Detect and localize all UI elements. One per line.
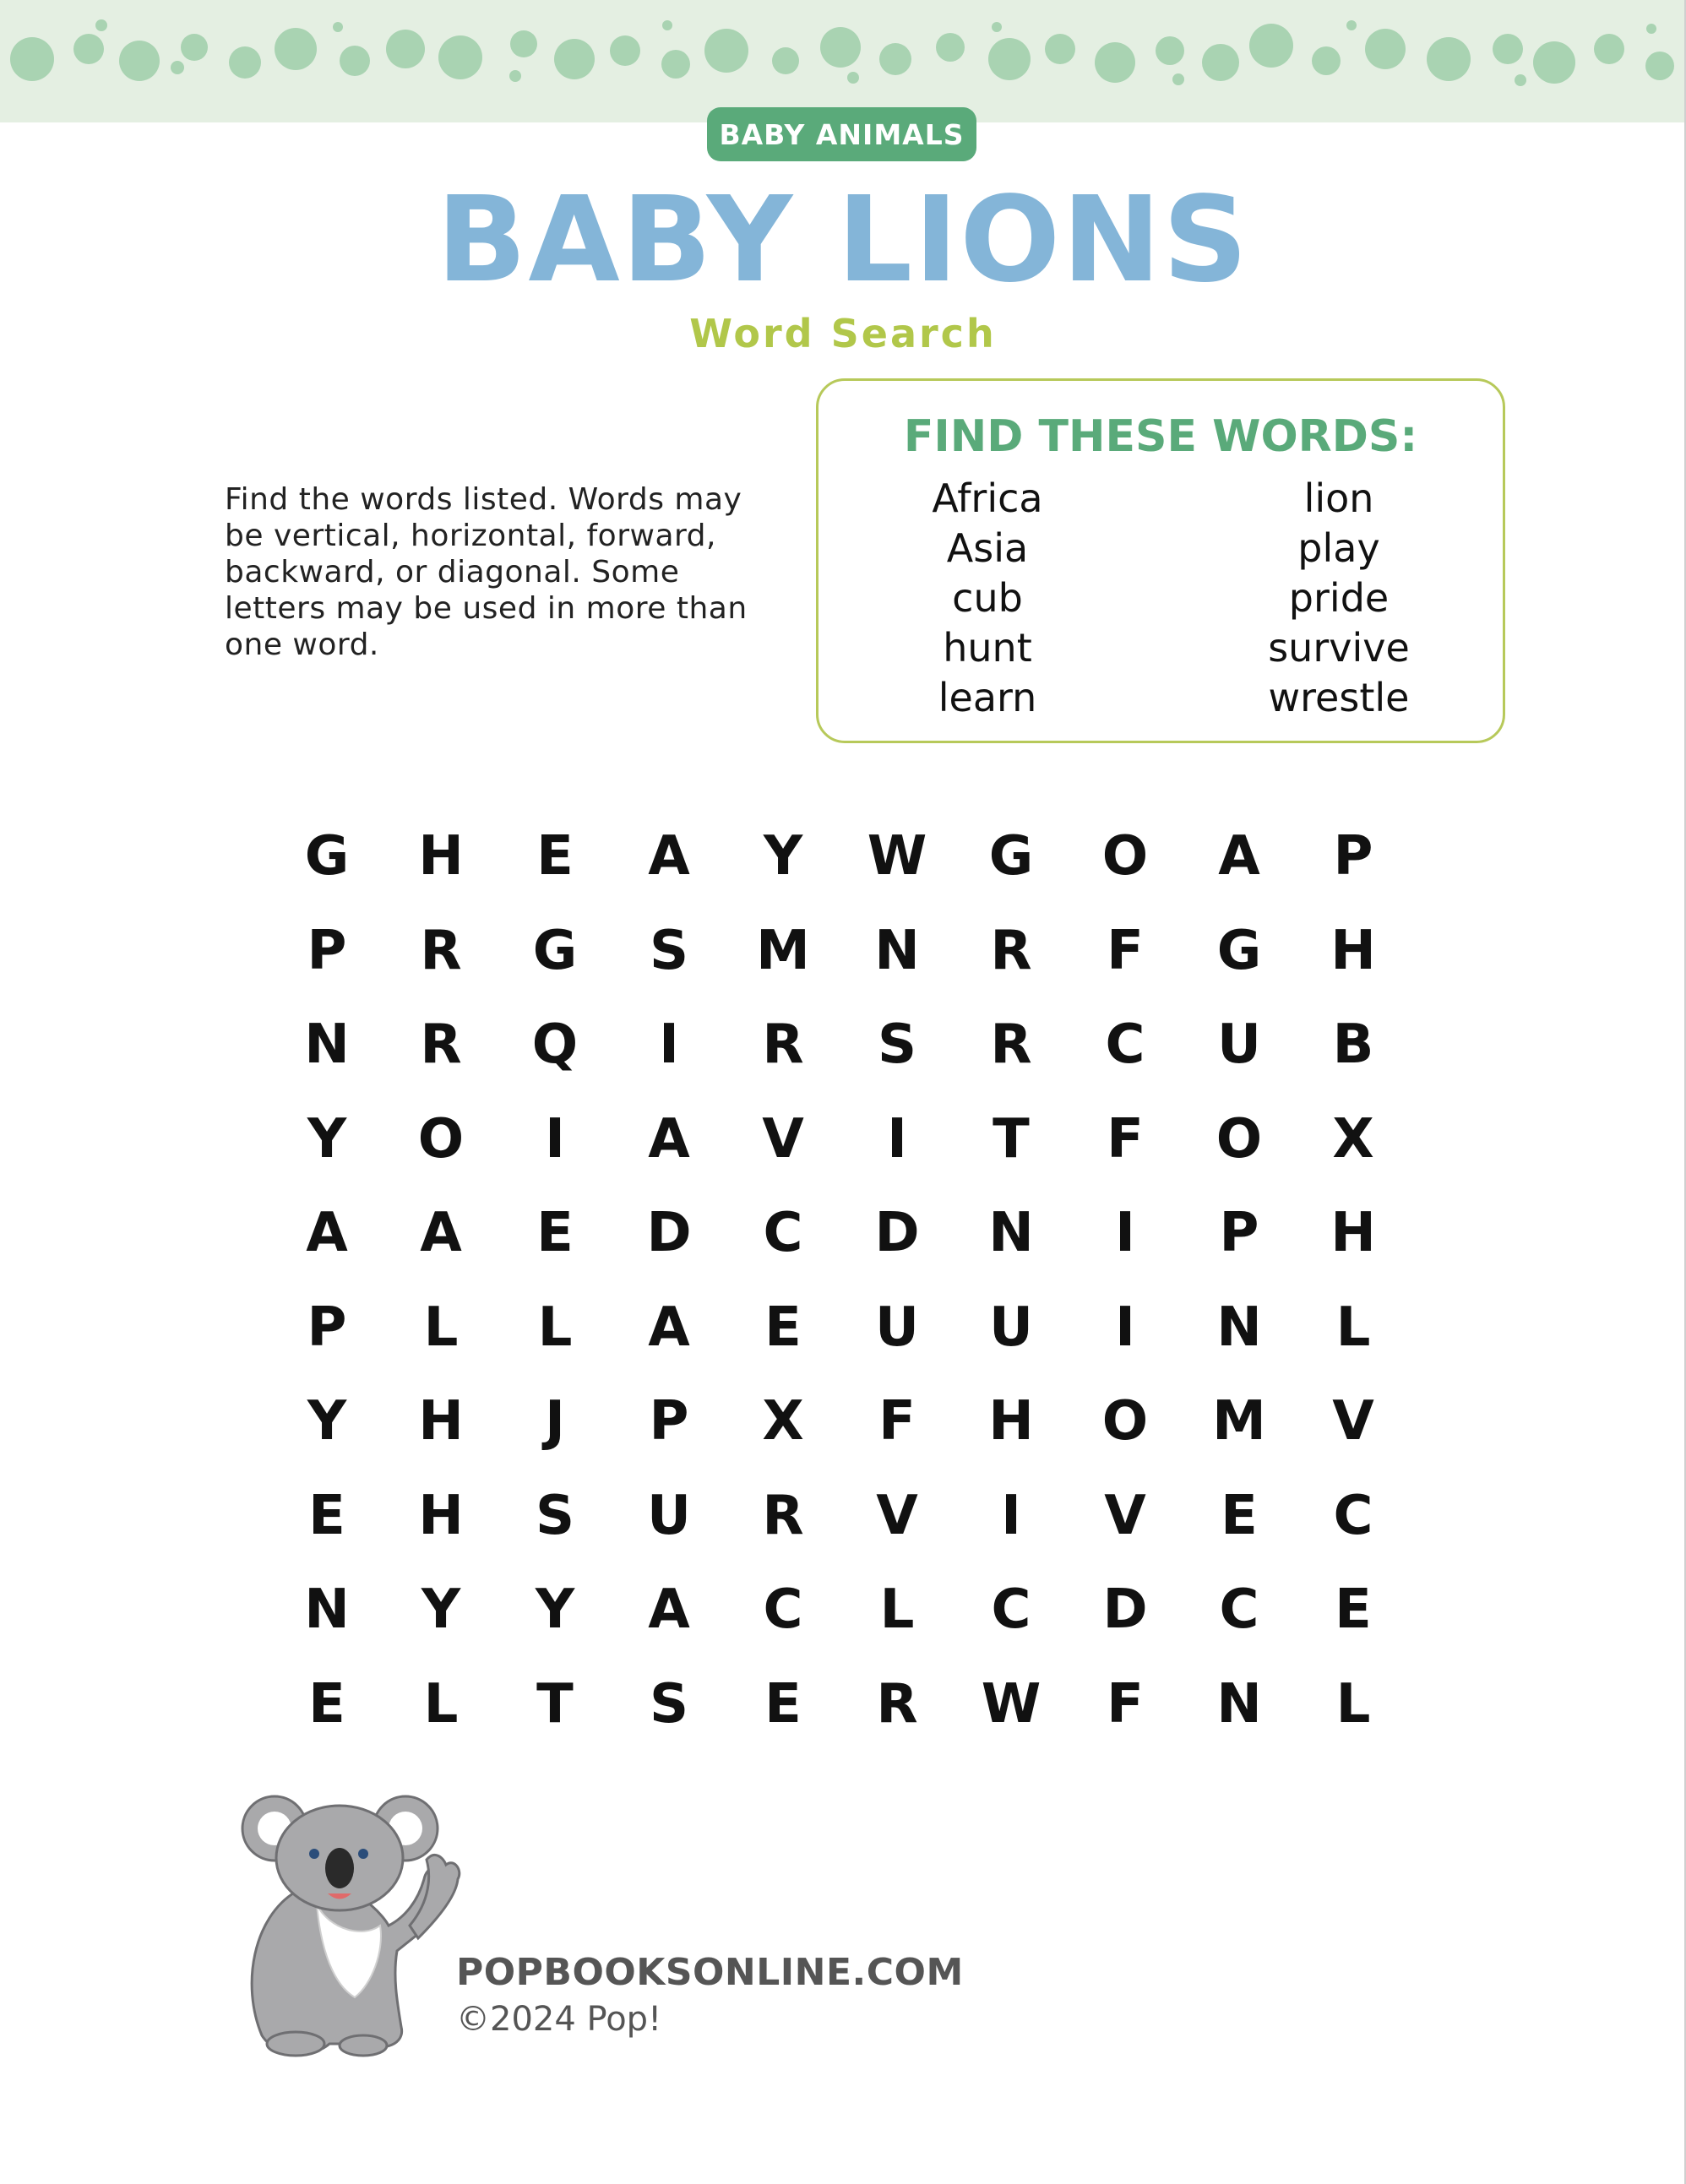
grid-letter: O xyxy=(417,1108,465,1171)
decorative-dot xyxy=(1533,41,1575,84)
grid-letter: E xyxy=(536,1202,574,1264)
word-item: hunt xyxy=(943,625,1032,671)
decorative-dot xyxy=(333,22,343,32)
grid-letter: E xyxy=(764,1673,802,1736)
grid-letter: N xyxy=(988,1202,1034,1264)
grid-letter: V xyxy=(762,1108,804,1171)
decorative-dot xyxy=(1172,73,1184,85)
grid-letter: C xyxy=(1333,1485,1373,1547)
grid-letter: I xyxy=(659,1013,679,1076)
grid-letter: A xyxy=(1218,825,1260,888)
word-item: cub xyxy=(952,575,1023,621)
grid-letter: H xyxy=(418,1485,464,1547)
decorative-dot xyxy=(1493,34,1523,64)
decorative-dot xyxy=(509,70,521,82)
decorative-dot xyxy=(820,27,861,68)
grid-letter: Y xyxy=(421,1578,461,1641)
decorative-dot xyxy=(510,30,537,57)
grid-letter: R xyxy=(990,1013,1032,1076)
grid-letter: W xyxy=(981,1673,1042,1736)
grid-letter: E xyxy=(1335,1578,1372,1641)
grid-letter: L xyxy=(1335,1673,1371,1736)
decorative-dot xyxy=(181,34,208,61)
decorative-dot xyxy=(704,29,748,73)
instructions-text: Find the words listed. Words may be vertical, horizontal, forward, backward, or diagonal. Some letters may be used in more than one word. xyxy=(225,482,748,662)
grid-letter: F xyxy=(1107,1673,1144,1736)
grid-letter: N xyxy=(1216,1296,1262,1359)
grid-letter: M xyxy=(756,920,810,982)
word-item: survive xyxy=(1268,625,1410,671)
decorative-dot xyxy=(119,41,160,81)
grid-letter: Y xyxy=(307,1390,347,1453)
grid-letter: U xyxy=(647,1485,691,1547)
grid-letter: P xyxy=(649,1390,689,1453)
word-item: Asia xyxy=(946,525,1029,571)
grid-letter: E xyxy=(536,825,574,888)
decorative-dot xyxy=(386,30,425,68)
grid-letter: R xyxy=(420,1013,462,1076)
page-subtitle: Word Search xyxy=(689,311,997,356)
grid-letter: C xyxy=(1105,1013,1145,1076)
decorative-dot xyxy=(1515,74,1526,86)
grid-letter: I xyxy=(887,1108,907,1171)
decorative-dot xyxy=(1365,29,1406,69)
decorative-dot-band xyxy=(0,0,1684,122)
grid-letter: H xyxy=(1330,1202,1376,1264)
decorative-dot xyxy=(610,35,640,66)
grid-letter: H xyxy=(418,1390,464,1453)
decorative-dot xyxy=(1645,52,1674,80)
copyright-text: ©2024 Pop! xyxy=(456,2000,662,2039)
decorative-dot xyxy=(340,46,370,76)
grid-letter: U xyxy=(875,1296,919,1359)
grid-letter: G xyxy=(532,920,578,982)
grid-letter: A xyxy=(648,1108,690,1171)
decorative-dot xyxy=(879,43,911,75)
grid-letter: F xyxy=(878,1390,916,1453)
grid-letter: D xyxy=(1102,1578,1148,1641)
grid-letter: F xyxy=(1107,1108,1144,1171)
grid-letter: L xyxy=(537,1296,573,1359)
grid-letter: Y xyxy=(535,1578,575,1641)
page-title: BABY LIONS xyxy=(436,171,1250,309)
grid-letter: G xyxy=(988,825,1034,888)
grid-letter: W xyxy=(867,825,927,888)
grid-letter: L xyxy=(879,1578,915,1641)
grid-letter: S xyxy=(649,920,689,982)
grid-letter: T xyxy=(993,1108,1030,1171)
word-list-box xyxy=(816,378,1505,743)
grid-letter: S xyxy=(535,1485,575,1547)
word-item: wrestle xyxy=(1268,675,1410,720)
grid-letter: P xyxy=(307,1296,347,1359)
grid-letter: O xyxy=(1101,1390,1149,1453)
grid-letter: Y xyxy=(307,1108,347,1171)
grid-letter: R xyxy=(420,920,462,982)
grid-letter: L xyxy=(1335,1296,1371,1359)
grid-letter: S xyxy=(649,1673,689,1736)
decorative-dot xyxy=(438,35,482,79)
word-item: learn xyxy=(938,675,1037,720)
decorative-dot xyxy=(275,28,317,70)
grid-letter: Q xyxy=(531,1013,579,1076)
word-column-right xyxy=(1195,474,1482,723)
decorative-dot xyxy=(772,47,799,74)
grid-letter: O xyxy=(1101,825,1149,888)
decorative-dot xyxy=(171,61,184,74)
decorative-dot xyxy=(1646,24,1656,34)
grid-letter: L xyxy=(423,1296,459,1359)
grid-letter: V xyxy=(1104,1485,1146,1547)
grid-letter: N xyxy=(874,920,920,982)
grid-letter: N xyxy=(304,1013,350,1076)
word-column-left xyxy=(844,474,1131,723)
grid-letter: C xyxy=(763,1202,803,1264)
word-item: play xyxy=(1297,525,1380,571)
decorative-dot xyxy=(992,22,1002,32)
grid-letter: D xyxy=(874,1202,920,1264)
word-item: Africa xyxy=(932,475,1043,521)
grid-letter: R xyxy=(762,1485,804,1547)
decorative-dot xyxy=(1156,36,1184,65)
grid-letter: A xyxy=(648,1578,690,1641)
decorative-dot xyxy=(1045,34,1075,64)
grid-letter: L xyxy=(423,1673,459,1736)
grid-letter: R xyxy=(990,920,1032,982)
grid-letter: E xyxy=(1221,1485,1258,1547)
decorative-dot xyxy=(95,19,107,31)
grid-letter: X xyxy=(1332,1108,1374,1171)
grid-letter: E xyxy=(308,1673,345,1736)
grid-letter: O xyxy=(1216,1108,1263,1171)
grid-letter: V xyxy=(876,1485,918,1547)
grid-letter: C xyxy=(991,1578,1031,1641)
grid-letter: S xyxy=(877,1013,917,1076)
grid-letter: U xyxy=(989,1296,1033,1359)
grid-letter: T xyxy=(536,1673,574,1736)
grid-letter: U xyxy=(1217,1013,1261,1076)
dot-pattern xyxy=(0,0,1684,122)
decorative-dot xyxy=(1249,24,1293,68)
grid-letter: R xyxy=(762,1013,804,1076)
grid-letter: I xyxy=(1115,1296,1135,1359)
grid-letter: F xyxy=(1107,920,1144,982)
decorative-dot xyxy=(1312,46,1341,75)
grid-letter: C xyxy=(1219,1578,1259,1641)
grid-letter: J xyxy=(545,1390,565,1453)
grid-letter: X xyxy=(762,1390,804,1453)
grid-letter: P xyxy=(1219,1202,1259,1264)
grid-letter: N xyxy=(304,1578,350,1641)
word-list-title: FIND THESE WORDS: xyxy=(903,411,1418,462)
decorative-dot xyxy=(662,20,672,30)
decorative-dot xyxy=(936,33,965,62)
grid-letter: I xyxy=(1115,1202,1135,1264)
koala-illustration xyxy=(237,1790,465,2061)
grid-letter: C xyxy=(763,1578,803,1641)
grid-letter: B xyxy=(1332,1013,1374,1076)
publisher-website: POPBOOKSONLINE.COM xyxy=(456,1951,964,1994)
grid-letter: P xyxy=(307,920,347,982)
decorative-dot xyxy=(554,39,595,79)
grid-letter: E xyxy=(308,1485,345,1547)
decorative-dot xyxy=(10,37,54,81)
grid-letter: V xyxy=(1332,1390,1374,1453)
grid-letter: M xyxy=(1212,1390,1266,1453)
decorative-dot xyxy=(661,50,690,79)
decorative-dot xyxy=(1095,42,1135,83)
grid-letter: G xyxy=(1216,920,1262,982)
decorative-dot xyxy=(988,38,1031,80)
decorative-dot xyxy=(73,34,104,64)
grid-letter: A xyxy=(420,1202,462,1264)
grid-letter: P xyxy=(1333,825,1373,888)
grid-letter: Y xyxy=(763,825,803,888)
grid-letter: R xyxy=(876,1673,918,1736)
grid-letter: N xyxy=(1216,1673,1262,1736)
grid-letter: I xyxy=(1001,1485,1021,1547)
grid-letter: D xyxy=(646,1202,692,1264)
decorative-dot xyxy=(847,72,859,84)
grid-letter: H xyxy=(418,825,464,888)
grid-letter: I xyxy=(545,1108,565,1171)
decorative-dot xyxy=(1594,34,1624,64)
decorative-dot xyxy=(229,46,261,79)
grid-letter: G xyxy=(304,825,350,888)
decorative-dot xyxy=(1427,37,1471,81)
grid-letter: E xyxy=(764,1296,802,1359)
grid-letter: H xyxy=(1330,920,1376,982)
grid-letter: H xyxy=(988,1390,1034,1453)
decorative-dot xyxy=(1346,20,1357,30)
decorative-dot xyxy=(1202,44,1239,81)
category-badge: BABY ANIMALS xyxy=(707,107,976,161)
grid-letter: A xyxy=(648,825,690,888)
grid-letter: A xyxy=(648,1296,690,1359)
word-item: lion xyxy=(1303,475,1374,521)
word-item: pride xyxy=(1288,575,1390,621)
grid-letter: A xyxy=(306,1202,348,1264)
